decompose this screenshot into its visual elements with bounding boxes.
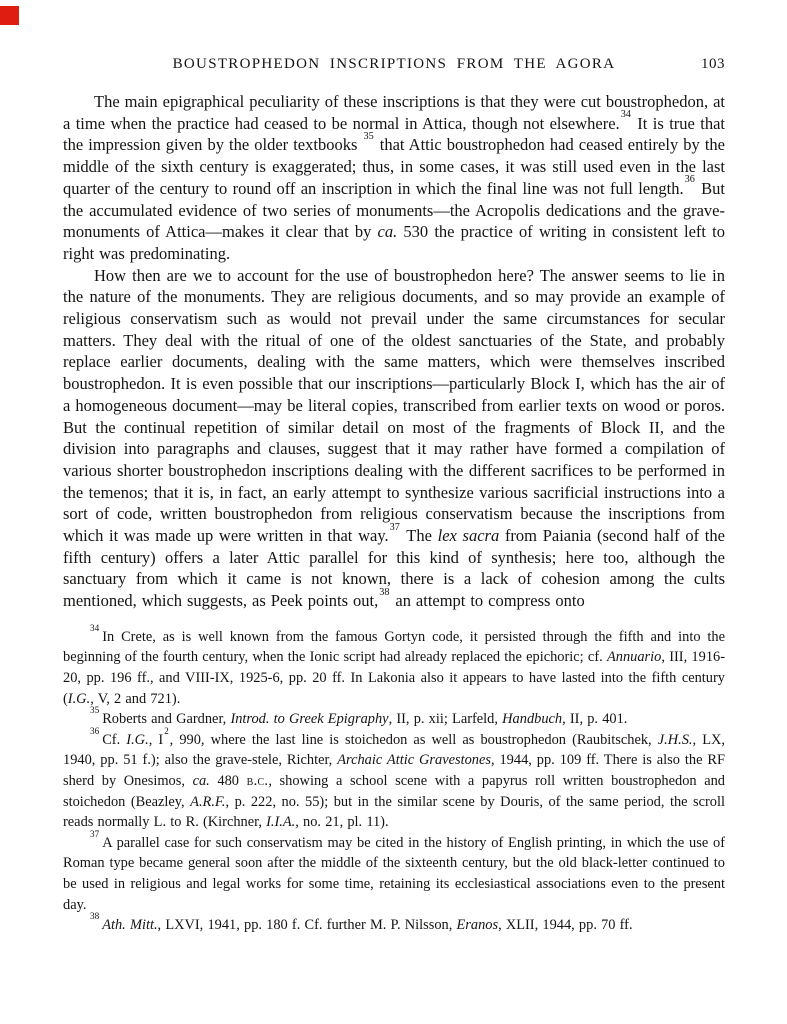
text-run: 530 the practice of writing in consistent left to right was predominating. [63, 222, 725, 263]
text-run: How then are we to account for the use of boustrophedon here? The answer seems to lie in the nature of the monuments. They are religious documents, and so may provide an example of religious conservatism such as would not prevail under the same circumstances for secular matters. They deal with the ritual of one of the oldest sanctuaries of the State, and probably replace earlier documents, dealing with the same matters, which were themselves inscribed boustrophedon. It is even possible that our inscriptions—particularly Block I, which has the air of a homogeneous document—may be literal copies, transcribed from earlier texts on wood or poros. But the continual repetition of similar detail on most of the fragments of Block II, and the division into paragraphs and clauses, suggest that it may rather have formed a compilation of various shorter boustrophedon inscriptions dealing with the different sacrifices to be performed in the temenos; that it is, in fact, an early attempt to synthesize various sacrificial instructions into a sort of code, written boustrophedon from religious conservatism because the inscriptions from which it was made up were written in that way. [63, 265, 725, 546]
footnote-ref: 35 [363, 131, 374, 142]
italic-citation: Eranos [456, 917, 499, 934]
italic-citation: Handbuch [502, 711, 563, 728]
italic-citation: A.R.F. [190, 793, 226, 810]
footnote [63, 828, 725, 915]
footnote-number: 38 [90, 911, 100, 922]
footnote-ref: 2 [164, 725, 169, 736]
italic-citation: Ath. Mitt. [102, 917, 158, 934]
text-run: It is true that the impression given by the older textbooks [63, 113, 725, 155]
running-header [63, 56, 725, 78]
text-run: 480 [209, 773, 247, 790]
italic-citation: lex sacra [437, 526, 500, 546]
footnote [63, 622, 725, 709]
red-corner-marker [0, 6, 19, 25]
italic-citation: I.I.A. [266, 814, 296, 831]
text-run: , I [148, 731, 164, 748]
footnotes-section [63, 622, 726, 936]
small-caps-text: b.c. [246, 773, 269, 790]
text-run: , no. 21, pl. 11). [295, 814, 389, 831]
footnote [63, 911, 725, 936]
text-run: an attempt to compress onto [390, 591, 585, 611]
text-run: , LX, 1940, pp. 51 f.); also the grave-stele, Richter, [63, 731, 725, 769]
body-paragraph [63, 91, 725, 265]
text-run: , 1944, pp. 109 ff. There is also the RF sherd by Onesimos, [63, 752, 726, 790]
footnote-ref: 37 [389, 521, 400, 533]
italic-citation: J.H.S. [657, 731, 693, 748]
text-run: In Crete, as is well known from the famous Gortyn code, it persisted through the fifth and into the beginning of the fourth century, when the Ionic script had already replaced the epichoric; cf. [63, 628, 725, 666]
text-run: But the accumulated evidence of two series of monuments—the Acropolis dedications and the grave-monuments of Attica—makes it clear that by [63, 178, 725, 242]
footnote-ref: 34 [620, 109, 631, 121]
text-run: , XLII, 1944, pp. 70 ff. [498, 917, 633, 934]
footnote-ref: 36 [684, 174, 695, 186]
footnote-number: 34 [90, 622, 100, 633]
page-number: 103 [701, 56, 725, 72]
running-header-title: BOUSTROPHEDON INSCRIPTIONS FROM THE AGORA [172, 56, 616, 72]
text-run: A parallel case for such conservatism may be cited in the history of English printing, in which the use of Roman type became general soon after the middle of the sixteenth century, but the old black-letter continued to be used in religious and legal works for some time, retaining its ecclesiastical associations even to the present day. [63, 834, 725, 913]
italic-citation: Archaic Attic Gravestones [337, 752, 491, 769]
body-paragraph [63, 265, 725, 612]
text-run: , III, 1916-20, pp. 196 ff., and VIII-IX, 1925-6, pp. 20 ff. In Lakonia also it appears to have lasted into the fifth century ( [63, 649, 725, 707]
italic-citation: ca. [377, 222, 398, 242]
text-run: , II, p. xii; Larfeld, [388, 711, 503, 728]
text-run: , 990, where the last line is stoichedon as well as boustrophedon (Raubitschek, [169, 731, 658, 748]
text-run: Roberts and Gardner, [102, 711, 231, 728]
text-run: , II, p. 401. [562, 711, 628, 728]
text-run: The [400, 526, 438, 546]
italic-citation: Introd. to Greek Epigraphy [230, 711, 389, 728]
text-run: , LXVI, 1941, pp. 180 f. Cf. further M. P. Nilsson, [157, 917, 457, 934]
text-run: , V, 2 and 721). [90, 690, 181, 707]
italic-citation: Annuario [606, 649, 662, 666]
main-text-block [63, 91, 725, 612]
footnote-number: 35 [90, 705, 100, 716]
footnote-number: 36 [90, 725, 100, 736]
text-run: from Paiania (second half of the fifth century) offers a later Attic parallel for this kind of synthesis; here too, although the sanctuary from which it came is not known, there is a lack of cohesion among the cults mentioned, which suggests, as Peek points out, [63, 526, 725, 611]
footnote-number: 37 [90, 828, 100, 839]
text-run: The main epigraphical peculiarity of these inscriptions is that they were cut boustrophedon, at a time when the practice had ceased to be normal in Attica, though not elsewhere. [63, 92, 725, 133]
italic-citation: I.G. [67, 690, 91, 707]
text-run: that Attic boustrophedon had ceased entirely by the middle of the sixth century is exaggerated; thus, in some cases, it was still used even in the last quarter of the century to round off an inscription in which the final line was not full length. [63, 135, 726, 198]
footnote-ref: 38 [379, 586, 390, 598]
text-run: , showing a school scene with a papyrus roll written boustrophedon and stoichedon (Beazley, [63, 773, 725, 810]
italic-citation: I.G. [126, 731, 149, 748]
text-run: , p. 222, no. 55); but in the similar scene by Douris, of the same period, the scroll reads normally L. to R. (Kirchner, [63, 793, 726, 831]
text-run: Cf. [102, 731, 127, 748]
footnote [63, 725, 726, 833]
italic-citation: ca. [192, 773, 210, 790]
